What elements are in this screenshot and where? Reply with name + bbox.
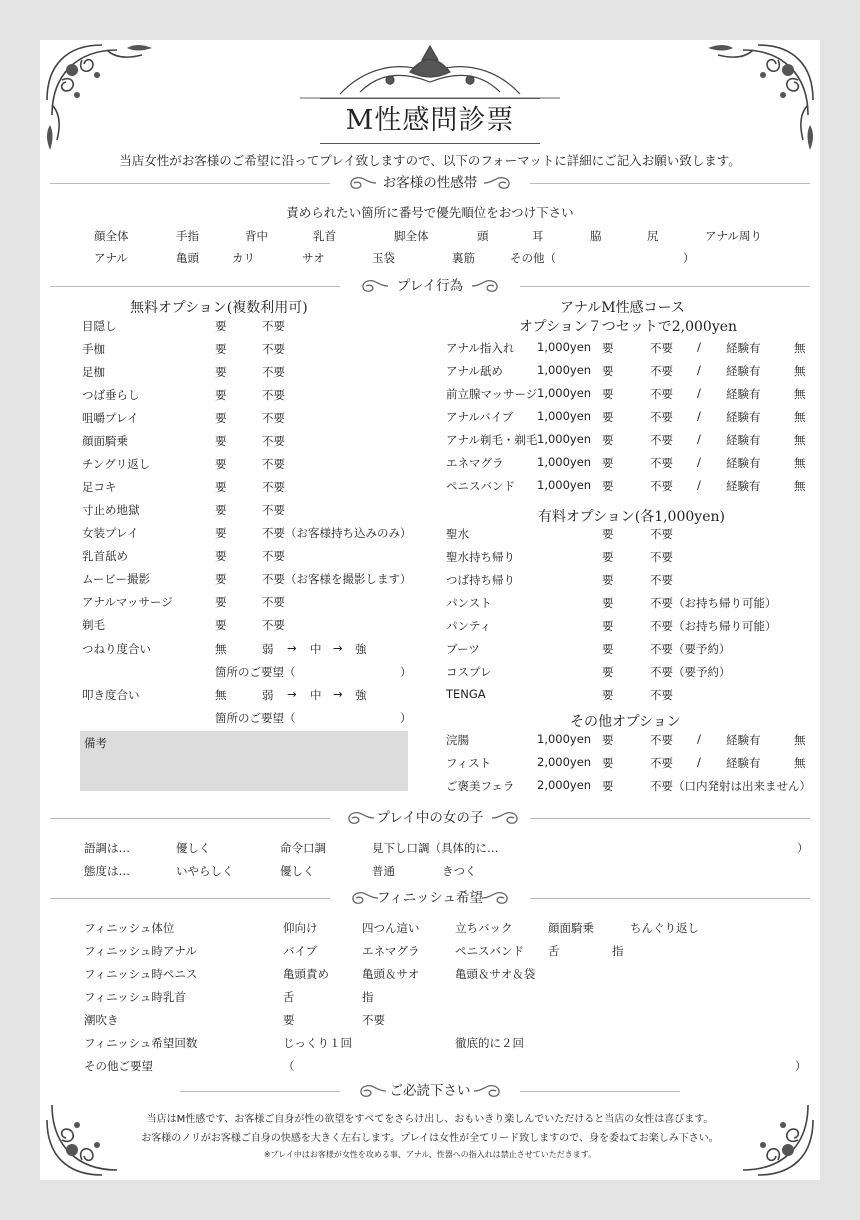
finish-label: フィニッシュ時乳首 <box>84 990 186 1004</box>
body-part[interactable]: 頭 <box>477 229 489 243</box>
anal-option-name: アナルバイブ <box>446 410 514 424</box>
body-part[interactable]: 亀頭 <box>176 251 199 265</box>
finish-option[interactable]: 指 <box>612 944 624 958</box>
body-part[interactable]: 手指 <box>176 229 199 243</box>
section-title: フィニッシュ希望 <box>376 890 484 906</box>
option-no[interactable]: 不要 <box>262 503 285 517</box>
section-title: お客様の性感帯 <box>382 175 478 191</box>
other-option-yes[interactable]: 要 <box>602 733 614 747</box>
attitude-option[interactable]: 優しく <box>280 864 315 878</box>
anal-option-exp[interactable]: 経験有 <box>726 341 761 355</box>
bracket-close: ） <box>683 251 695 265</box>
tataki-label: 叩き度合い <box>82 688 140 702</box>
anal-option-price: 1,000yen <box>537 386 592 400</box>
arrow-icon: → <box>287 641 297 655</box>
notice-footnote: ※プレイ中はお客様が女性を攻める事、アナル、性器への指入れは禁止させていただきます。 <box>263 1150 597 1159</box>
tsuneri-label: つねり度合い <box>82 642 151 656</box>
anal-option-slash: / <box>697 432 701 446</box>
anal-option-yes[interactable]: 要 <box>602 410 614 424</box>
option-yes[interactable]: 要 <box>215 595 227 609</box>
paid-options-heading: 有料オプション(各1,000yen) <box>538 509 725 525</box>
anal-option-slash: / <box>697 409 701 423</box>
finish-option[interactable]: ） <box>795 1059 807 1073</box>
option-no[interactable]: 不要 <box>262 365 285 379</box>
paid-option-yes[interactable]: 要 <box>602 642 614 656</box>
anal-option-slash: / <box>697 386 701 400</box>
paid-option-no[interactable]: 不要（お持ち帰り可能） <box>650 596 777 610</box>
other-option-no[interactable]: 不要 <box>650 756 673 770</box>
option-no[interactable]: 不要 <box>262 434 285 448</box>
option-name: 手枷 <box>82 342 105 356</box>
option-name: ムービー撮影 <box>82 572 150 586</box>
spot-request[interactable]: 箇所のご要望（ <box>215 665 296 679</box>
level-strong[interactable]: 強 <box>355 642 367 656</box>
paid-option-no[interactable]: 不要 <box>650 550 673 564</box>
anal-option-exp[interactable]: 経験有 <box>726 387 761 401</box>
option-no[interactable]: 不要 <box>262 342 285 356</box>
anal-option-name: エネマグラ <box>446 456 504 470</box>
arrow-icon: → <box>333 687 343 701</box>
finish-label: 潮吹き <box>84 1013 119 1027</box>
section-title: ご必読下さい <box>389 1083 471 1099</box>
section-header-notice <box>50 1081 810 1101</box>
bracket-close: ） <box>400 665 412 679</box>
other-option-exp[interactable]: 経験有 <box>726 756 761 770</box>
other-option-name: 浣腸 <box>446 733 469 747</box>
paid-option-yes[interactable]: 要 <box>602 665 614 679</box>
option-name: 足枷 <box>82 365 105 379</box>
finish-option[interactable]: 要 <box>283 1013 295 1027</box>
anal-option-slash: / <box>697 478 701 492</box>
other-option-price: 2,000yen <box>537 755 592 769</box>
option-no[interactable]: 不要 <box>262 457 285 471</box>
notes-label: 備考 <box>84 736 107 750</box>
other-option-name: ご褒美フェラ <box>446 779 515 793</box>
other-option-price: 2,000yen <box>537 778 592 792</box>
anal-option-none[interactable]: 無 <box>794 410 806 424</box>
anal-option-none[interactable]: 無 <box>794 456 806 470</box>
anal-option-none[interactable]: 無 <box>794 479 806 493</box>
paid-option-no[interactable]: 不要（お持ち帰り可能） <box>650 619 777 633</box>
body-part[interactable]: 尻 <box>647 229 659 243</box>
other-option-no[interactable]: 不要（口内発射は出来ません） <box>650 779 811 793</box>
paid-option-name: TENGA <box>446 687 486 701</box>
anal-option-slash: / <box>697 363 701 377</box>
spot-request[interactable]: 箇所のご要望（ <box>215 711 296 725</box>
other-option-slash: / <box>697 755 701 769</box>
tone-option[interactable]: 見下し口調（具体的に… <box>372 841 499 855</box>
finish-label: フィニッシュ時アナル <box>84 944 197 958</box>
notice-line: お客様のノリがお客様ご自身の快感を大きく左右します。プレイは女性が全てリード致しますので、身を委ねてお楽しみ下さい。 <box>141 1133 719 1144</box>
notes-box[interactable] <box>80 731 408 791</box>
other-option-none[interactable]: 無 <box>794 756 806 770</box>
paid-option-name: パンティ <box>446 619 492 633</box>
other-option-price: 1,000yen <box>537 732 592 746</box>
body-part[interactable]: 乳首 <box>313 229 336 243</box>
paid-option-yes[interactable]: 要 <box>602 619 614 633</box>
anal-course-subheading: オプション７つセットで2,000yen <box>519 319 738 335</box>
body-part[interactable]: サオ <box>302 251 325 265</box>
body-part[interactable]: アナル周り <box>705 229 762 243</box>
paid-option-no[interactable]: 不要（要予約） <box>650 665 731 679</box>
anal-option-price: 1,000yen <box>537 455 592 469</box>
option-no[interactable]: 不要 <box>262 595 285 609</box>
arrow-icon: → <box>287 687 297 701</box>
option-yes[interactable]: 要 <box>215 526 227 540</box>
paid-option-name: 聖水 <box>446 527 469 541</box>
anal-option-yes[interactable]: 要 <box>602 341 614 355</box>
body-part[interactable]: アナル <box>94 251 128 265</box>
anal-option-no[interactable]: 不要 <box>650 341 673 355</box>
paid-option-name: つば持ち帰り <box>446 573 515 587</box>
paid-option-name: パンスト <box>446 596 492 610</box>
option-yes[interactable]: 要 <box>215 434 227 448</box>
anal-option-no[interactable]: 不要 <box>650 410 673 424</box>
level-mid[interactable]: 中 <box>310 642 322 656</box>
anal-option-exp[interactable]: 経験有 <box>726 364 761 378</box>
anal-option-name: アナル剃毛・剃毛 <box>446 433 538 447</box>
paid-option-no[interactable]: 不要（要予約） <box>650 642 731 656</box>
anal-option-name: アナル舐め <box>446 364 503 378</box>
paid-option-no[interactable]: 不要 <box>650 573 673 587</box>
paid-option-name: ブーツ <box>446 642 480 656</box>
body-part[interactable]: 耳 <box>532 229 544 243</box>
other-option-yes[interactable]: 要 <box>602 756 614 770</box>
anal-option-slash: / <box>697 455 701 469</box>
option-name: 目隠し <box>82 319 117 333</box>
option-yes[interactable]: 要 <box>215 572 227 586</box>
level-weak[interactable]: 弱 <box>262 688 274 702</box>
finish-option[interactable]: 亀頭＆サオ＆袋 <box>455 967 536 981</box>
finish-option[interactable]: 顔面騎乗 <box>548 921 594 935</box>
finish-option[interactable]: エネマグラ <box>362 944 420 958</box>
anal-option-price: 1,000yen <box>537 478 592 492</box>
anal-option-price: 1,000yen <box>537 363 592 377</box>
level-none[interactable]: 無 <box>215 688 227 702</box>
body-part[interactable]: 顔全体 <box>94 229 129 243</box>
body-part[interactable]: 裏筋 <box>452 251 475 265</box>
section-header-seikantai <box>50 173 810 193</box>
finish-label: その他ご要望 <box>84 1059 153 1073</box>
body-part[interactable]: 玉袋 <box>372 251 395 265</box>
finish-option[interactable]: バイブ <box>283 944 318 958</box>
body-part[interactable]: 脇 <box>590 229 602 243</box>
option-name: 咀嚼プレイ <box>82 411 139 425</box>
other-options-heading: その他オプション <box>570 714 681 730</box>
option-yes[interactable]: 要 <box>215 388 227 402</box>
anal-option-yes[interactable]: 要 <box>602 456 614 470</box>
option-no[interactable]: 不要 <box>262 411 285 425</box>
finish-option[interactable]: 仰向け <box>283 921 318 935</box>
intro-text: 当店女性がお客様のご希望に沿ってプレイ致しますので、以下のフォーマットに詳細にご記入お願い致します。 <box>119 153 741 168</box>
option-no[interactable]: 不要 <box>262 618 285 632</box>
finish-option[interactable]: 亀頭＆サオ <box>362 967 420 981</box>
finish-option[interactable]: 舌 <box>283 990 295 1004</box>
finish-option[interactable]: 指 <box>362 990 374 1004</box>
section-title: プレイ行為 <box>396 278 464 294</box>
option-no[interactable]: 不要 <box>262 319 285 333</box>
level-strong[interactable]: 強 <box>355 688 367 702</box>
anal-option-exp[interactable]: 経験有 <box>726 456 761 470</box>
anal-option-none[interactable]: 無 <box>794 433 806 447</box>
option-name: 寸止め地獄 <box>82 503 140 517</box>
finish-option[interactable]: 不要 <box>362 1013 385 1027</box>
level-none[interactable]: 無 <box>215 642 227 656</box>
finish-option[interactable]: 舌 <box>548 944 560 958</box>
tone-label: 語調は… <box>84 841 130 855</box>
section-header-girl <box>50 808 810 828</box>
paid-option-name: コスプレ <box>446 665 492 679</box>
option-name: 足コキ <box>82 480 117 494</box>
corner-ornament-icon <box>42 40 162 160</box>
tone-option[interactable]: 命令口調 <box>280 841 326 855</box>
attitude-option[interactable]: きつく <box>442 864 477 878</box>
finish-option[interactable]: 亀頭責め <box>283 967 329 981</box>
paid-option-yes[interactable]: 要 <box>602 573 614 587</box>
finish-label: フィニッシュ体位 <box>84 921 175 935</box>
finish-option[interactable]: ちんぐり返し <box>630 921 699 935</box>
anal-option-slash: / <box>697 340 701 354</box>
finish-option[interactable]: （ <box>283 1059 295 1073</box>
attitude-option[interactable]: 普通 <box>372 864 395 878</box>
anal-option-no[interactable]: 不要 <box>650 364 673 378</box>
anal-option-name: ペニスバンド <box>446 479 515 493</box>
option-no[interactable]: 不要 <box>262 549 285 563</box>
option-no[interactable]: 不要（お客様持ち込みのみ） <box>262 526 412 540</box>
anal-option-yes[interactable]: 要 <box>602 479 614 493</box>
option-yes[interactable]: 要 <box>215 342 227 356</box>
anal-option-exp[interactable]: 経験有 <box>726 479 761 493</box>
bracket-close: ） <box>400 711 412 725</box>
anal-option-no[interactable]: 不要 <box>650 433 673 447</box>
attitude-option[interactable]: いやらしく <box>176 864 234 878</box>
option-no[interactable]: 不要 <box>262 480 285 494</box>
option-no[interactable]: 不要 <box>262 388 285 402</box>
arrow-icon: → <box>333 641 343 655</box>
option-yes[interactable]: 要 <box>215 549 227 563</box>
anal-option-yes[interactable]: 要 <box>602 364 614 378</box>
tone-option[interactable]: 優しく <box>176 841 211 855</box>
anal-course-heading: アナルM性感コース <box>560 300 685 316</box>
body-part[interactable]: カリ <box>232 251 255 265</box>
body-part[interactable]: 脚全体 <box>394 229 429 243</box>
anal-option-name: アナル指入れ <box>446 341 515 355</box>
level-weak[interactable]: 弱 <box>262 642 274 656</box>
section-header-play <box>50 276 810 296</box>
anal-option-yes[interactable]: 要 <box>602 387 614 401</box>
option-name: アナルマッサージ <box>82 595 173 609</box>
other-option-no[interactable]: 不要 <box>650 733 673 747</box>
paid-option-yes[interactable]: 要 <box>602 527 614 541</box>
other-option-exp[interactable]: 経験有 <box>726 733 761 747</box>
anal-option-price: 1,000yen <box>537 409 592 423</box>
anal-option-none[interactable]: 無 <box>794 387 806 401</box>
free-options-heading: 無料オプション(複数利用可) <box>130 300 308 316</box>
option-yes[interactable]: 要 <box>215 457 227 471</box>
paid-option-no[interactable]: 不要 <box>650 688 673 702</box>
body-part-other[interactable]: その他（ <box>510 251 556 265</box>
paid-option-no[interactable]: 不要 <box>650 527 673 541</box>
option-name: 乳首舐め <box>82 549 128 563</box>
finish-option[interactable]: 徹底的に２回 <box>455 1036 524 1050</box>
paid-option-yes[interactable]: 要 <box>602 550 614 564</box>
option-yes[interactable]: 要 <box>215 365 227 379</box>
finish-option[interactable]: じっくり１回 <box>283 1036 352 1050</box>
other-option-none[interactable]: 無 <box>794 733 806 747</box>
anal-option-name: 前立腺マッサージ <box>446 387 538 401</box>
option-yes[interactable]: 要 <box>215 411 227 425</box>
option-yes[interactable]: 要 <box>215 503 227 517</box>
anal-option-price: 1,000yen <box>537 340 592 354</box>
anal-option-yes[interactable]: 要 <box>602 433 614 447</box>
other-option-name: フィスト <box>446 756 492 770</box>
option-no[interactable]: 不要（お客様を撮影します） <box>262 572 412 586</box>
finish-label: フィニッシュ希望回数 <box>84 1036 198 1050</box>
paid-option-yes[interactable]: 要 <box>602 596 614 610</box>
bracket-close: ） <box>797 841 809 855</box>
anal-option-exp[interactable]: 経験有 <box>726 433 761 447</box>
option-name: チングリ返し <box>82 457 151 471</box>
body-part[interactable]: 背中 <box>245 229 268 243</box>
anal-option-no[interactable]: 不要 <box>650 456 673 470</box>
section-header-finish <box>50 888 810 908</box>
page-title: M性感問診票 <box>320 98 540 144</box>
crown-ornament-icon <box>300 42 560 102</box>
option-name: 女装プレイ <box>82 526 139 540</box>
finish-label: フィニッシュ時ペニス <box>84 967 198 981</box>
section-title: プレイ中の女の子 <box>376 810 484 826</box>
option-yes[interactable]: 要 <box>215 480 227 494</box>
finish-option[interactable]: 四つん這い <box>362 921 420 935</box>
notice-line: 当店はM性感です、お客様ご自身が性の欲望をすべてをさらけ出し、おもいきり楽しんでいただけると当店の女性は喜びます。 <box>146 1114 714 1125</box>
finish-option[interactable]: 立ちバック <box>455 921 513 935</box>
seikantai-instruction: 責められたい箇所に番号で優先順位をおつけ下さい <box>286 205 574 220</box>
attitude-label: 態度は… <box>84 864 130 878</box>
option-yes[interactable]: 要 <box>215 319 227 333</box>
corner-ornament-icon <box>698 40 818 160</box>
level-mid[interactable]: 中 <box>310 688 322 702</box>
anal-option-no[interactable]: 不要 <box>650 387 673 401</box>
finish-option[interactable]: ペニスバンド <box>455 944 524 958</box>
other-option-yes[interactable]: 要 <box>602 779 614 793</box>
paid-option-yes[interactable]: 要 <box>602 688 614 702</box>
anal-option-none[interactable]: 無 <box>794 364 806 378</box>
option-name: つば垂らし <box>82 388 140 402</box>
other-option-slash: / <box>697 732 701 746</box>
anal-option-no[interactable]: 不要 <box>650 479 673 493</box>
anal-option-none[interactable]: 無 <box>794 341 806 355</box>
option-name: 顔面騎乗 <box>82 434 128 448</box>
anal-option-exp[interactable]: 経験有 <box>726 410 761 424</box>
option-name: 剃毛 <box>82 618 105 632</box>
paid-option-name: 聖水持ち帰り <box>446 550 515 564</box>
anal-option-price: 1,000yen <box>537 432 592 446</box>
option-yes[interactable]: 要 <box>215 618 227 632</box>
